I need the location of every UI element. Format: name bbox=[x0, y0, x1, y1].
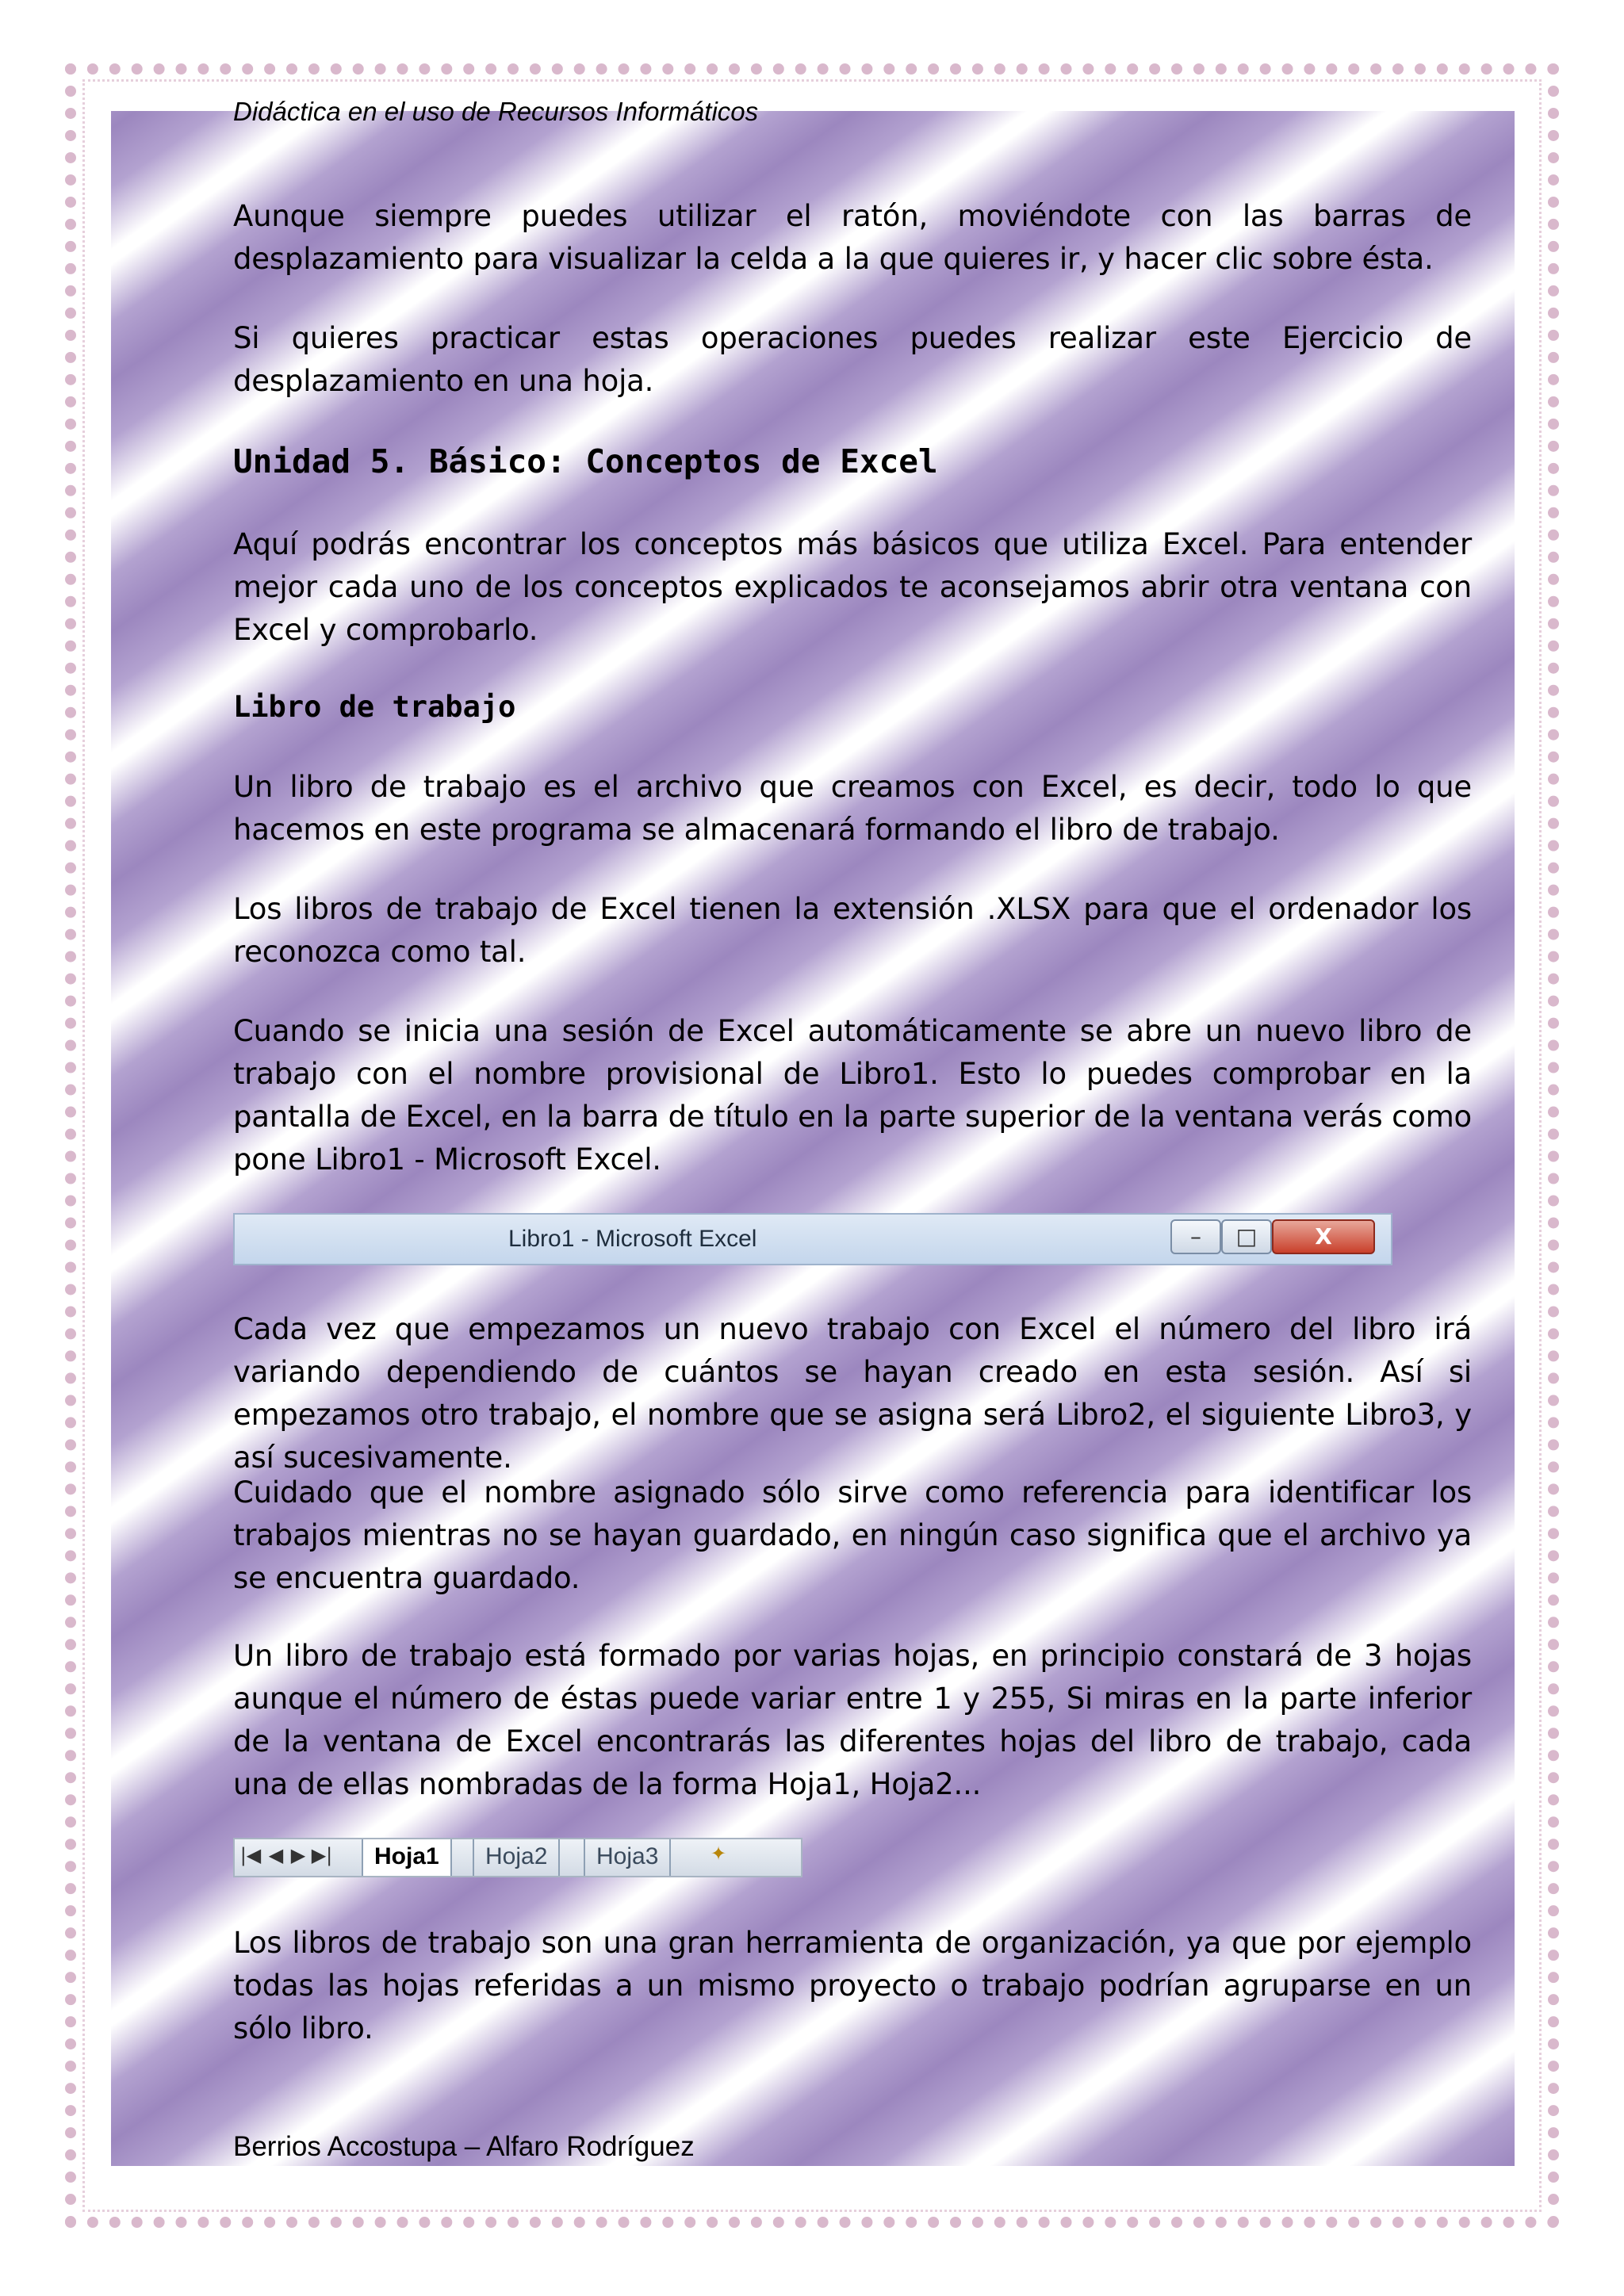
paragraph-intro: Aquí podrás encontrar los conceptos más básicos que utiliza Excel. Para entender mejor cada uno de los conceptos explicados te aconsejamos abrir otra ventana con Excel y comprobarlo. bbox=[233, 527, 1472, 647]
paragraph-mouse: Aunque siempre puedes utilizar el ratón, moviéndote con las barras de desplazamiento para visualizar la celda a la que quieres ir, y hacer clic sobre ésta. bbox=[233, 199, 1472, 276]
paragraph-workbook-definition: Un libro de trabajo es el archivo que creamos con Excel, es decir, todo lo que hacemos en este programa se almacenará formando el libro de trabajo. bbox=[233, 770, 1472, 847]
sheet-tab-hoja1: Hoja1 bbox=[362, 1839, 452, 1876]
sheet-tab-hoja3: Hoja3 bbox=[584, 1839, 671, 1876]
first-sheet-icon: |◀ bbox=[239, 1844, 262, 1866]
prev-sheet-icon: ◀ bbox=[268, 1844, 284, 1866]
paragraph-extension: Los libros de trabajo de Excel tienen la extensión .XLSX para que el ordenador los reconozca como tal. bbox=[233, 892, 1472, 969]
last-sheet-icon: ▶| bbox=[311, 1844, 333, 1866]
page-footer: Berrios Accostupa – Alfaro Rodríguez bbox=[233, 2131, 695, 2162]
close-icon: X bbox=[1272, 1219, 1375, 1254]
paragraph-caution: Cuidado que el nombre asignado sólo sirve como referencia para identificar los trabajos mientras no se hayan guardado, en ningún caso significa que el archivo ya se encuentra guardado. bbox=[233, 1475, 1472, 1595]
new-sheet-icon: ✦ bbox=[710, 1843, 727, 1865]
paragraph-organization: Los libros de trabajo son una gran herramienta de organización, ya que por ejemplo todas las hojas referidas a un mismo proyecto o trabajo podrían agruparse en un sólo libro. bbox=[233, 1926, 1472, 2045]
section-heading-unit5: Unidad 5. Básico: Conceptos de Excel bbox=[233, 442, 938, 480]
paragraph-exercise: Si quieres practicar estas operaciones puedes realizar este Ejercicio de desplazamiento en una hoja. bbox=[233, 321, 1472, 398]
subheading-workbook: Libro de trabajo bbox=[233, 690, 516, 724]
paragraph-numbering: Cada vez que empezamos un nuevo trabajo con Excel el número del libro irá variando dependiendo de cuántos se hayan creado en esta sesión. Así si empezamos otro trabajo, el nombre que se asigna será Libro2, el siguiente Libro3, y así sucesivamente. bbox=[233, 1312, 1472, 1475]
sheet-tabs-image bbox=[233, 1838, 802, 1877]
minimize-icon: – bbox=[1170, 1219, 1221, 1254]
paragraph-sheets: Un libro de trabajo está formado por varias hojas, en principio constará de 3 hojas aunque el número de éstas puede variar entre 1 y 255, Si miras en la parte inferior de la ventana de Excel encontrarás las diferentes hojas del libro de trabajo, cada una de ellas nombradas de la forma Hoja1, Hoja2... bbox=[233, 1639, 1472, 1801]
sheet-tab-hoja2: Hoja2 bbox=[473, 1839, 560, 1876]
excel-titlebar-image bbox=[233, 1213, 1392, 1265]
paragraph-new-session: Cuando se inicia una sesión de Excel automáticamente se abre un nuevo libro de trabajo con el nombre provisional de Libro1. Esto lo puedes comprobar en la pantalla de Excel, en la barra de título en la parte superior de la ventana verás como pone Libro1 - Microsoft Excel. bbox=[233, 1014, 1472, 1177]
maximize-icon: □ bbox=[1221, 1219, 1272, 1254]
page-header: Didáctica en el uso de Recursos Informáticos bbox=[233, 97, 759, 126]
window-title: Libro1 - Microsoft Excel bbox=[508, 1226, 757, 1252]
next-sheet-icon: ▶ bbox=[290, 1844, 306, 1866]
